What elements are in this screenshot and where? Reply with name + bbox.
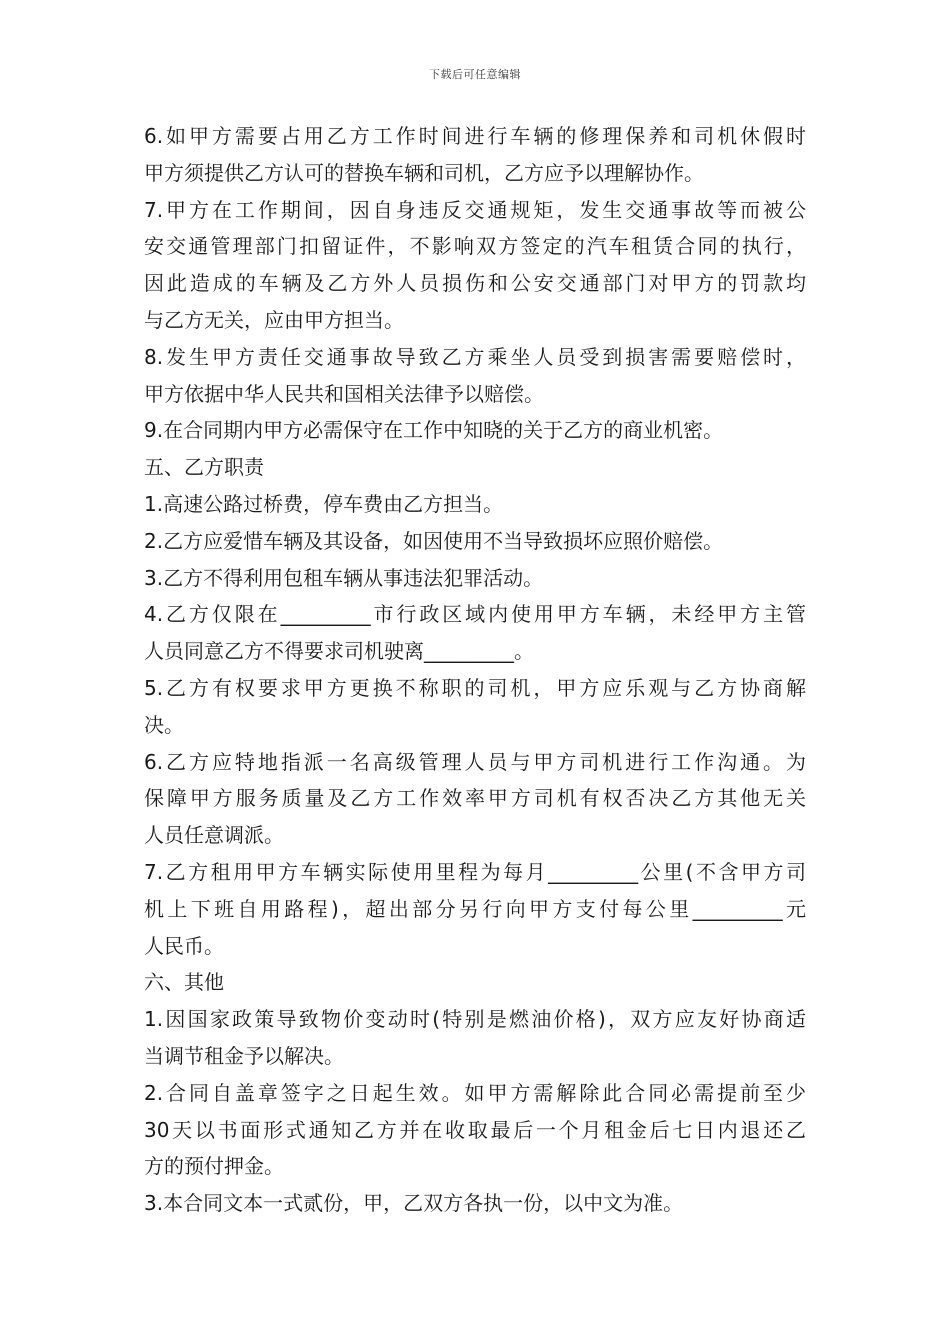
text-line: 6.乙方应特地指派一名高级管理人员与甲方司机进行工作沟通。为 [144,749,806,774]
document-body [144,118,806,1222]
text-line: 5.乙方有权要求甲方更换不称职的司机，甲方应乐观与乙方协商解 [144,675,806,700]
text-line: 人员同意乙方不得要求司机驶离_________。 [144,639,534,664]
text-line: 甲方须提供乙方认可的替换车辆和司机，乙方应予以理解协作。 [144,160,704,185]
text-line: 安交通管理部门扣留证件，不影响双方签定的汽车租赁合同的执行， [144,234,806,259]
text-line: 方的预付押金。 [144,1154,284,1179]
header-note: 下载后可任意编辑 [429,68,521,81]
text-line: 人员任意调派。 [144,823,284,848]
text-line: 六、其他 [144,970,224,995]
text-line: 因此造成的车辆及乙方外人员损伤和公安交通部门对甲方的罚款均 [144,271,806,296]
text-line: 1.因国家政策导致物价变动时(特别是燃油价格)，双方应友好协商适 [144,1007,806,1032]
text-line: 7.乙方租用甲方车辆实际使用里程为每月_________公里(不含甲方司 [144,859,806,884]
text-line: 4.乙方仅限在_________市行政区域内使用甲方车辆，未经甲方主管 [144,602,806,627]
text-line: 当调节租金予以解决。 [144,1043,344,1068]
text-line: 9.在合同期内甲方必需保守在工作中知晓的关于乙方的商业机密。 [144,418,724,443]
text-line: 保障甲方服务质量及乙方工作效率甲方司机有权否决乙方其他无关 [144,786,806,811]
text-line: 2.乙方应爱惜车辆及其设备，如因使用不当导致损坏应照价赔偿。 [144,528,724,553]
text-line: 2.合同自盖章签字之日起生效。如甲方需解除此合同必需提前至少 [144,1080,806,1105]
text-line: 与乙方无关，应由甲方担当。 [144,307,404,332]
text-line: 1.高速公路过桥费，停车费由乙方担当。 [144,491,504,516]
text-line: 30天以书面形式通知乙方并在收取最后一个月租金后七日内退还乙 [144,1117,806,1142]
text-line: 7.甲方在工作期间，因自身违反交通规矩，发生交通事故等而被公 [144,197,806,222]
text-line: 6.如甲方需要占用乙方工作时间进行车辆的修理保养和司机休假时 [144,124,806,148]
text-line: 甲方依据中华人民共和国相关法律予以赔偿。 [144,381,544,406]
text-line: 机上下班自用路程)，超出部分另行向甲方支付每公里_________元 [144,896,806,921]
text-line: 8.发生甲方责任交通事故导致乙方乘坐人员受到损害需要赔偿时， [144,344,806,369]
text-line: 决。 [144,712,184,737]
text-line: 3.乙方不得利用包租车辆从事违法犯罪活动。 [144,565,544,590]
text-line: 人民币。 [144,933,224,958]
text-line: 五、乙方职责 [144,455,264,480]
text-line: 3.本合同文本一式贰份，甲，乙双方各执一份，以中文为准。 [144,1191,684,1216]
